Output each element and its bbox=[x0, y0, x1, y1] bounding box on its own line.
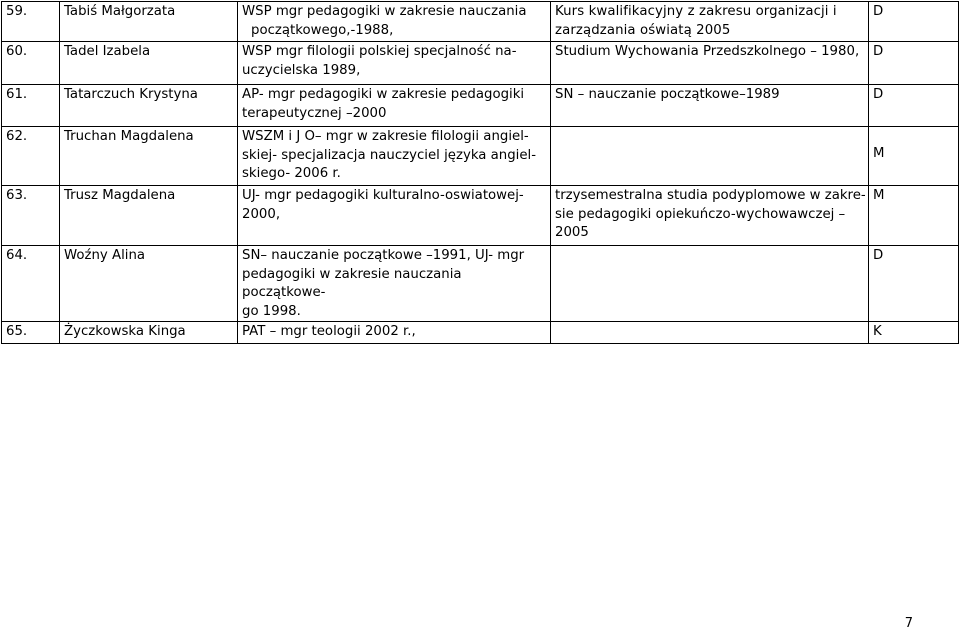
degree-cell: D bbox=[869, 246, 959, 322]
table-row bbox=[2, 85, 959, 127]
qualifications-cell bbox=[551, 2, 869, 42]
education-line: skiej- specjalizacja nauczyciel języka angiel- bbox=[242, 147, 537, 163]
qualifications-cell bbox=[551, 85, 869, 127]
education-line: terapeutycznej –2000 bbox=[242, 105, 387, 121]
qualification-line: zarządzania oświatą 2005 bbox=[555, 22, 731, 38]
row-number: 61. bbox=[2, 85, 60, 127]
education-line: WSZM i J O– mgr w zakresie filologii angiel- bbox=[242, 129, 529, 144]
degree-cell: M bbox=[869, 186, 959, 246]
education-line: uczycielska 1989, bbox=[242, 62, 361, 78]
row-number: 63. bbox=[2, 186, 60, 246]
education-line: pedagogiki w zakresie nauczania początkowe- bbox=[242, 266, 462, 300]
row-number: 64. bbox=[2, 246, 60, 322]
qualification-line: Kurs kwalifikacyjny z zakresu organizacji i bbox=[555, 4, 837, 19]
table-row bbox=[2, 42, 959, 85]
qualification-line: sie pedagogiki opiekuńczo-wychowawczej – bbox=[555, 206, 846, 222]
qualification-line: Studium Wychowania Przedszkolnego – 1980, bbox=[555, 44, 860, 59]
table-row bbox=[2, 127, 959, 186]
education-line: WSP mgr pedagogiki w zakresie nauczania bbox=[242, 4, 527, 19]
qualifications-cell bbox=[551, 42, 869, 85]
qualification-line: 2005 bbox=[555, 225, 589, 240]
table-row bbox=[2, 322, 959, 344]
education-cell bbox=[238, 42, 551, 85]
staff-table bbox=[1, 1, 959, 344]
degree-cell: K bbox=[869, 322, 959, 344]
degree-cell: D bbox=[869, 2, 959, 42]
education-line: początkowego,-1988, bbox=[251, 22, 394, 38]
education-line: UJ- mgr pedagogiki kulturalno-oswiatowej- bbox=[242, 188, 524, 203]
education-cell bbox=[238, 322, 551, 344]
qualifications-cell bbox=[551, 246, 869, 322]
row-number: 62. bbox=[2, 127, 60, 186]
education-line: 2000, bbox=[242, 206, 281, 222]
qualifications-cell bbox=[551, 322, 869, 344]
teacher-name: Tabiś Małgorzata bbox=[60, 2, 238, 42]
table-row bbox=[2, 2, 959, 42]
teacher-name: Życzkowska Kinga bbox=[60, 322, 238, 344]
teacher-name: Truchan Magdalena bbox=[60, 127, 238, 186]
degree-cell: D bbox=[869, 42, 959, 85]
row-number: 60. bbox=[2, 42, 60, 85]
teacher-name: Tadel Izabela bbox=[60, 42, 238, 85]
qualifications-cell bbox=[551, 186, 869, 246]
table-row bbox=[2, 186, 959, 246]
teacher-name: Tatarczuch Krystyna bbox=[60, 85, 238, 127]
qualification-line: SN – nauczanie początkowe–1989 bbox=[555, 87, 780, 102]
education-cell bbox=[238, 2, 551, 42]
degree-cell: M bbox=[869, 127, 959, 186]
qualifications-cell bbox=[551, 127, 869, 186]
row-number: 59. bbox=[2, 2, 60, 42]
teacher-name: Woźny Alina bbox=[60, 246, 238, 322]
degree-cell: D bbox=[869, 85, 959, 127]
education-line: PAT – mgr teologii 2002 r., bbox=[242, 324, 416, 339]
row-number: 65. bbox=[2, 322, 60, 344]
education-line: go 1998. bbox=[242, 303, 301, 319]
table-row bbox=[2, 246, 959, 322]
education-line: WSP mgr filologii polskiej specjalność na- bbox=[242, 44, 517, 59]
education-cell bbox=[238, 246, 551, 322]
education-cell bbox=[238, 85, 551, 127]
teacher-name: Trusz Magdalena bbox=[60, 186, 238, 246]
education-cell bbox=[238, 186, 551, 246]
education-cell bbox=[238, 127, 551, 186]
page-number: 7 bbox=[904, 616, 913, 631]
qualification-line: trzysemestralna studia podyplomowe w zakre- bbox=[555, 188, 866, 203]
education-line: skiego- 2006 r. bbox=[242, 166, 341, 181]
education-line: SN– nauczanie początkowe –1991, UJ- mgr bbox=[242, 248, 525, 263]
education-line: AP- mgr pedagogiki w zakresie pedagogiki bbox=[242, 87, 525, 102]
